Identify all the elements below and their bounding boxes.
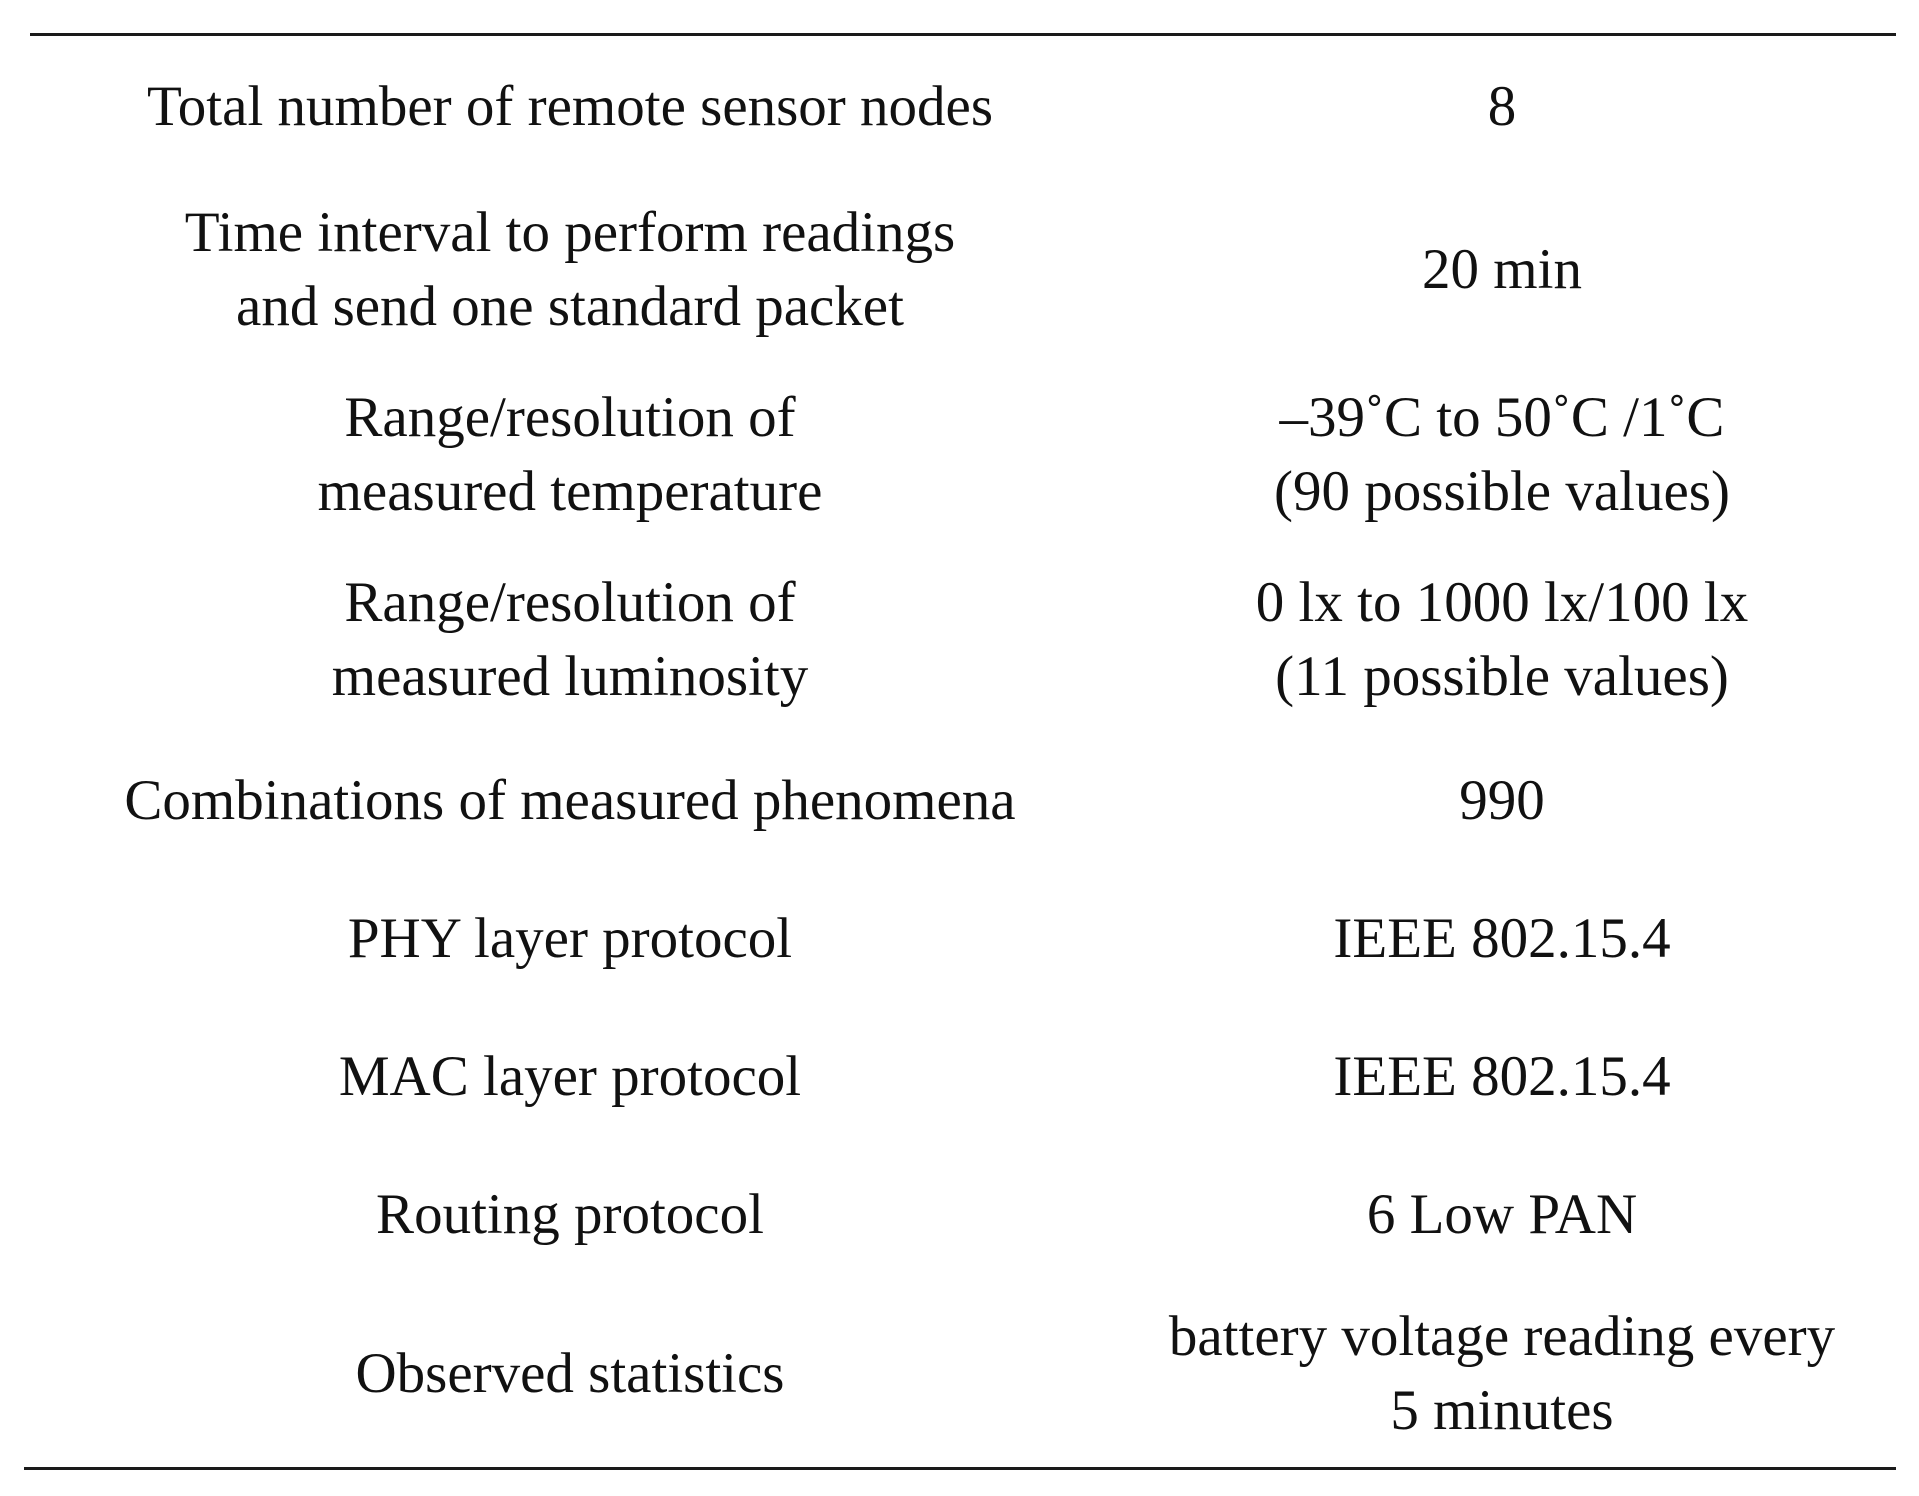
parameter-text: Range/resolution of [344,386,796,449]
parameter-text: Observed statistics [355,1342,785,1405]
parameter-text: Combinations of measured phenomena [124,769,1016,832]
table-row [30,764,1896,838]
table-bottom-rule [24,1467,1896,1470]
parameter-text: PHY layer protocol [347,907,793,970]
table-row [30,1178,1896,1252]
parameter-cell [30,1337,1110,1411]
parameter-text: measured temperature [317,460,823,523]
parameter-cell [30,1040,1110,1114]
parameter-cell [30,566,1110,714]
parameter-text: Routing protocol [376,1183,764,1246]
value-cell [1110,764,1894,838]
parameter-cell [30,70,1110,144]
parameter-cell [30,381,1110,529]
parameter-text: Range/resolution of [344,571,796,634]
value-text: 5 minutes [1390,1379,1614,1442]
value-text: 990 [1459,769,1545,832]
value-text: 6 Low PAN [1366,1183,1638,1246]
value-text: battery voltage reading every [1168,1305,1836,1368]
parameter-cell [30,1178,1110,1252]
value-text: 8 [1487,75,1517,138]
value-text: IEEE 802.15.4 [1333,1045,1671,1108]
value-cell [1110,1178,1894,1252]
parameter-cell [30,902,1110,976]
table-row [30,70,1896,144]
parameter-text: measured luminosity [331,645,809,708]
table-row [30,1300,1896,1448]
table-row [30,566,1896,714]
table-row [30,381,1896,529]
value-cell [1110,1300,1894,1448]
value-text: –39˚C to 50˚C /1˚C [1279,386,1725,449]
parameter-cell [30,196,1110,344]
value-cell [1110,566,1894,714]
value-text: IEEE 802.15.4 [1333,907,1671,970]
value-cell [1110,902,1894,976]
parameter-text: MAC layer protocol [338,1045,802,1108]
parameter-text: and send one standard packet [236,275,904,338]
table-row [30,196,1896,344]
parameter-cell [30,764,1110,838]
value-cell [1110,70,1894,144]
value-text: (90 possible values) [1274,460,1730,523]
value-text: (11 possible values) [1275,645,1729,708]
value-text: 0 lx to 1000 lx/100 lx [1255,571,1749,634]
table-row [30,902,1896,976]
table-top-rule [30,33,1896,36]
value-cell [1110,233,1894,307]
value-text: 20 min [1422,238,1582,301]
parameter-text: Time interval to perform readings [184,201,956,264]
table-row [30,1040,1896,1114]
value-cell [1110,381,1894,529]
value-cell [1110,1040,1894,1114]
parameter-text: Total number of remote sensor nodes [146,75,994,138]
